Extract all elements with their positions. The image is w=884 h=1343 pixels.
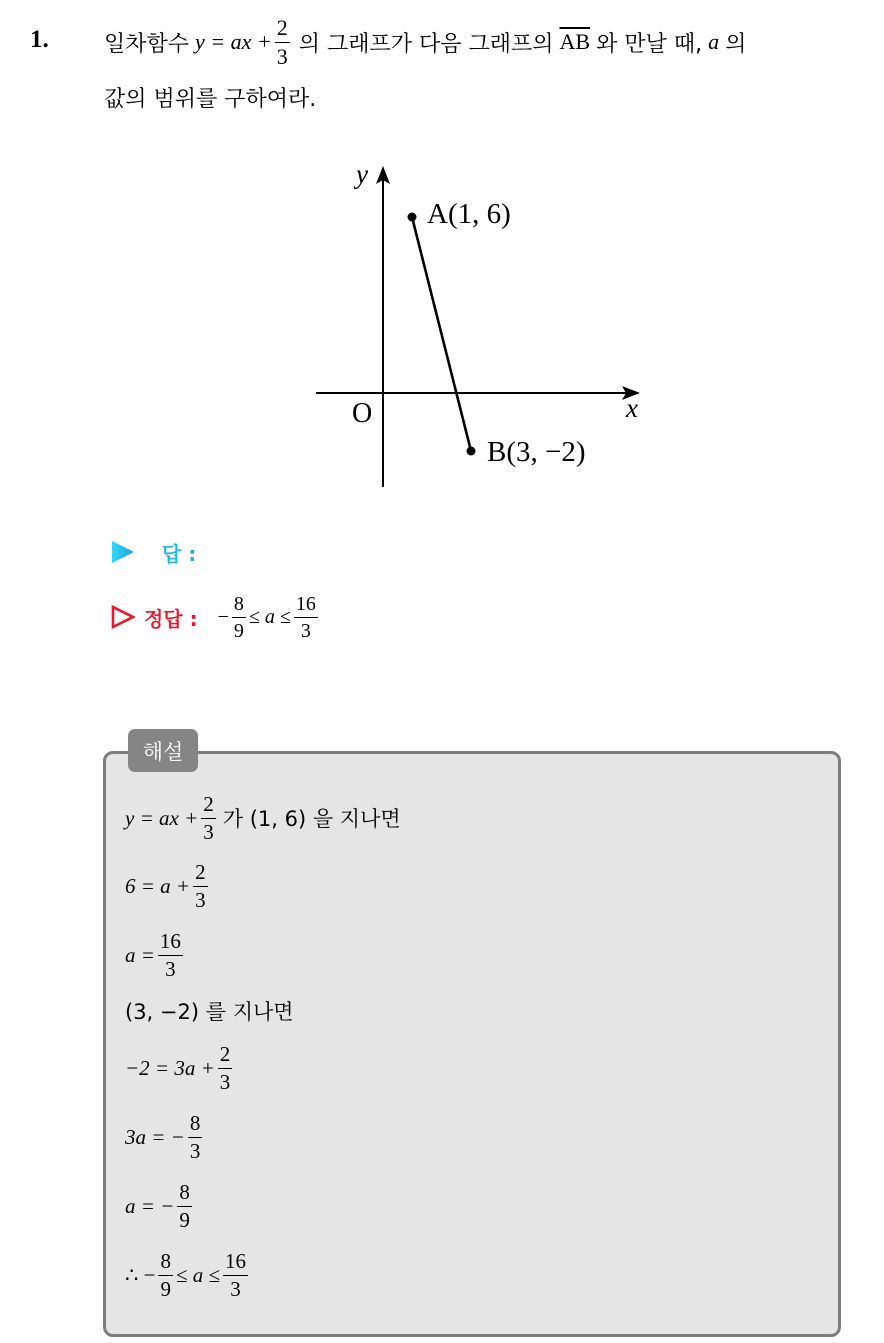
neg-sign: − — [217, 605, 229, 628]
fraction-numerator: 2 — [218, 1044, 233, 1069]
fraction — [201, 791, 216, 844]
fraction — [177, 1179, 192, 1232]
x-axis-label: x — [626, 393, 638, 423]
fraction-numerator: 8 — [232, 594, 246, 618]
expression: −2 = 3a + — [125, 1055, 215, 1080]
correct-answer-row — [110, 586, 321, 648]
fraction-denominator: 3 — [195, 887, 206, 912]
solution-line-6 — [125, 1106, 205, 1168]
solution-text: 가 (1, 6) 을 지나면 — [222, 807, 401, 831]
fraction — [188, 1110, 203, 1163]
origin-label: O — [352, 398, 373, 429]
inequality: ≤ a ≤ — [175, 1262, 221, 1287]
expression: a = — [125, 942, 155, 967]
expression: 3a = − — [125, 1124, 185, 1149]
point-b-label: B(3, −2) — [487, 436, 586, 468]
fraction-numerator: 16 — [294, 594, 318, 618]
fraction-denominator: 3 — [230, 1276, 241, 1301]
solid-triangle-icon — [110, 539, 136, 565]
expression: a = − — [125, 1193, 175, 1218]
answer-row — [110, 536, 196, 568]
fraction-denominator: 9 — [160, 1276, 171, 1301]
y-axis-label: y — [356, 159, 368, 189]
answer-label: 답 : — [162, 541, 197, 566]
fraction-denominator: 3 — [189, 1138, 201, 1163]
question-text-before: 일차함수 — [104, 31, 190, 57]
fraction-denominator: 3 — [203, 819, 214, 844]
solution-line-8 — [125, 1244, 251, 1306]
fraction — [218, 1041, 233, 1094]
fraction-numerator: 8 — [177, 1182, 192, 1207]
variable-a: a — [708, 29, 720, 54]
solution-text: (3, −2) 를 지나면 — [125, 1000, 294, 1024]
question-text-after: 와 만날 때, — [596, 31, 703, 57]
point-a-dot — [408, 213, 417, 222]
point-a-label: A(1, 6) — [427, 198, 511, 230]
inequality: ≤ a ≤ — [248, 605, 291, 628]
fraction-denominator: 3 — [300, 619, 311, 642]
question-text-middle: 의 그래프가 다음 그래프의 — [298, 31, 554, 57]
fraction-denominator: 3 — [276, 43, 288, 69]
solution-line-5 — [125, 1037, 235, 1099]
fraction-numerator: 16 — [223, 1251, 248, 1276]
fraction — [158, 1248, 173, 1301]
fraction-denominator: 3 — [165, 956, 176, 981]
segment-ab: $\overline{AB}$ — [559, 29, 591, 54]
fraction-numerator: 8 — [158, 1251, 173, 1276]
solution-line-3 — [125, 924, 186, 986]
fraction-numerator: 2 — [275, 17, 290, 43]
fraction-numerator: 2 — [201, 794, 216, 819]
question-text-end: 의 — [725, 31, 747, 57]
expression: y = ax + — [125, 805, 199, 830]
fraction-numerator: 2 — [193, 862, 208, 887]
question-line-2: 값의 범위를 구하여라. — [104, 87, 317, 112]
function-fraction — [275, 14, 290, 69]
coordinate-graph — [300, 150, 660, 495]
fraction-denominator: 3 — [219, 1069, 231, 1094]
fraction-denominator: 9 — [179, 1207, 190, 1232]
outline-triangle-icon — [110, 604, 136, 630]
upper-bound-fraction — [294, 594, 318, 641]
fraction — [193, 859, 208, 912]
fraction — [223, 1248, 248, 1301]
fraction-numerator: 16 — [158, 931, 183, 956]
point-b-dot — [467, 447, 476, 456]
question-number: 1. — [30, 26, 49, 53]
solution-tag: 해설 — [128, 729, 198, 772]
fraction — [158, 928, 183, 981]
fraction-numerator: 8 — [188, 1113, 203, 1138]
solution-line-7 — [125, 1175, 195, 1237]
segment-line — [412, 217, 471, 451]
correct-label: 정답 : — [144, 606, 198, 631]
fraction-denominator: 9 — [233, 619, 244, 642]
expression: 6 = a + — [125, 873, 191, 898]
solution-line-2 — [125, 855, 211, 917]
solution-line-1 — [125, 787, 401, 849]
function-expression: y = ax + — [195, 29, 272, 54]
therefore-expression: ∴ − — [125, 1262, 156, 1287]
question-line-1 — [104, 12, 746, 72]
lower-bound-fraction — [232, 594, 246, 641]
solution-line-4 — [125, 994, 294, 1028]
